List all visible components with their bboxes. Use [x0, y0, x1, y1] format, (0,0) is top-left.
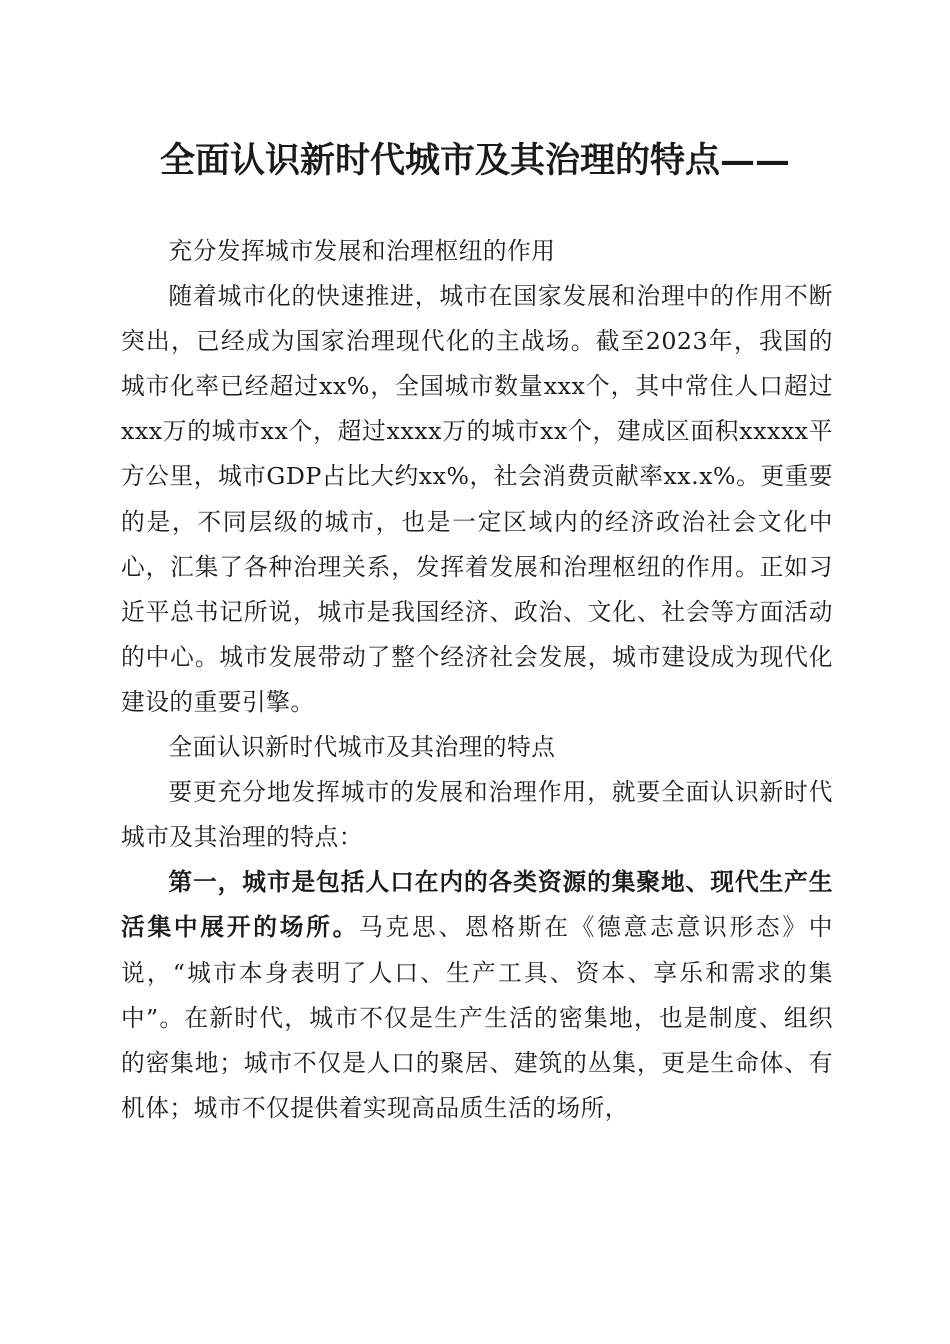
section-heading-characteristics: 全面认识新时代城市及其治理的特点: [168, 733, 556, 762]
paragraph-urbanization: 随着城市化的快速推进，城市在国家发展和治理中的作用不断突出，已经成为国家治理现代化的主战场。截至2023年，我国的城市化率已经超过xx%，全国城市数量xxx个，其中常住人口超过xxx万的城市xx个，超过xxxx万的城市xx个，建成区面积xxxxx平方公里，城市GDP占比大约xx%，社会消费贡献率xx.x%。更重要的是，不同层级的城市，也是一定区域内的经济政治社会文化中心，汇集了各种治理关系，发挥着发展和治理枢纽的作用。正如习近平总书记所说，城市是我国经济、政治、文化、社会等方面活动的中心。城市发展带动了整个经济社会发展，城市建设成为现代化建设的重要引擎。: [121, 282, 833, 716]
first-point-lead: 第一，城市是包括人口在内的各类资源的集聚地、现代生产生活集中展开的场所。: [121, 868, 833, 942]
section-heading-hub-role: 充分发挥城市发展和治理枢纽的作用: [168, 237, 556, 265]
paragraph-intro-characteristics: 要更充分地发挥城市的发展和治理作用，就要全面认识新时代城市及其治理的特点：: [121, 778, 833, 852]
document-body: [121, 229, 833, 1131]
first-point-body: 马克思、恩格斯在《德意志意识形态》中说，“城市本身表明了人口、生产工具、资本、享乐和需求的集中”。在新时代，城市不仅是生产生活的密集地，也是制度、组织的密集地；城市不仅是人口的聚居、建筑的丛集，更是生命体、有机体；城市不仅提供着实现高品质生活的场所，: [121, 913, 833, 1122]
document-title: 全面认识新时代城市及其治理的特点——: [159, 140, 790, 181]
paragraph-first-point: [121, 860, 833, 1131]
